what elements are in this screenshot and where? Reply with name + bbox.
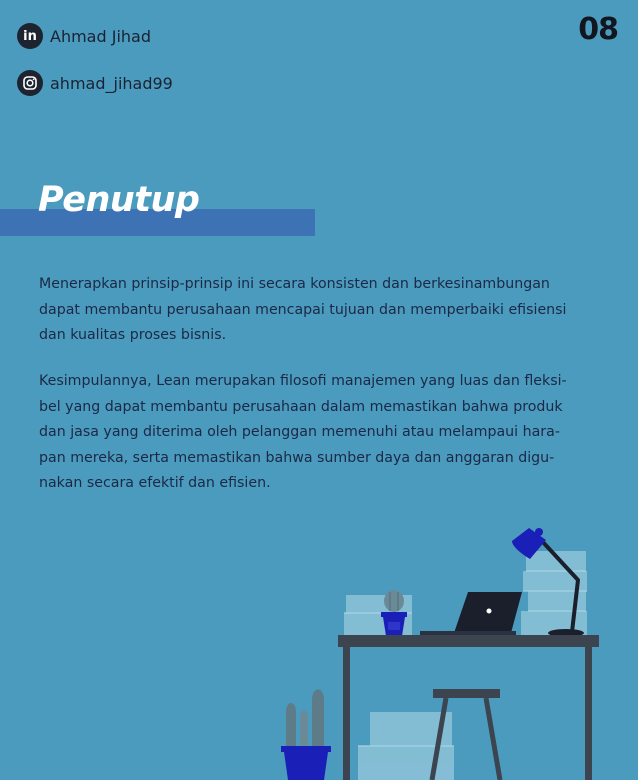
floor-cactus bbox=[281, 690, 331, 780]
linkedin-icon: in bbox=[17, 23, 43, 49]
cactus-plant bbox=[381, 590, 407, 636]
section-title: Penutup bbox=[38, 180, 200, 220]
linkedin-name: Ahmad Jihad bbox=[50, 26, 151, 46]
laptop bbox=[420, 592, 522, 635]
paragraph-1: Menerapkan prinsip-prinsip ini secara konsisten dan berkesinambungan dapat membantu perusahaan mencapai tujuan dan memperbaiki efisiensi dan kualitas proses bisnis. bbox=[39, 276, 567, 343]
desk-lamp bbox=[512, 528, 584, 637]
page-number: 08 bbox=[578, 12, 618, 47]
linkedin-link[interactable] bbox=[17, 23, 151, 49]
instagram-link[interactable] bbox=[17, 70, 173, 96]
instagram-icon bbox=[17, 70, 43, 96]
stacked-boxes bbox=[344, 551, 587, 780]
paragraph-2: Kesimpulannya, Lean merupakan filosofi manajemen yang luas dan fleksi-bel yang dapat membantu perusahaan dalam memastikan bahwa produk dan jasa yang diterima oleh pelanggan memenuhi atau melampaui hara-pan mereka, serta memastikan bahwa sumber daya dan anggaran digu-nakan secara efektif dan efisien. bbox=[39, 373, 567, 491]
stool bbox=[432, 689, 500, 780]
instagram-handle: ahmad_jihad99 bbox=[50, 73, 173, 93]
desk bbox=[338, 635, 599, 780]
